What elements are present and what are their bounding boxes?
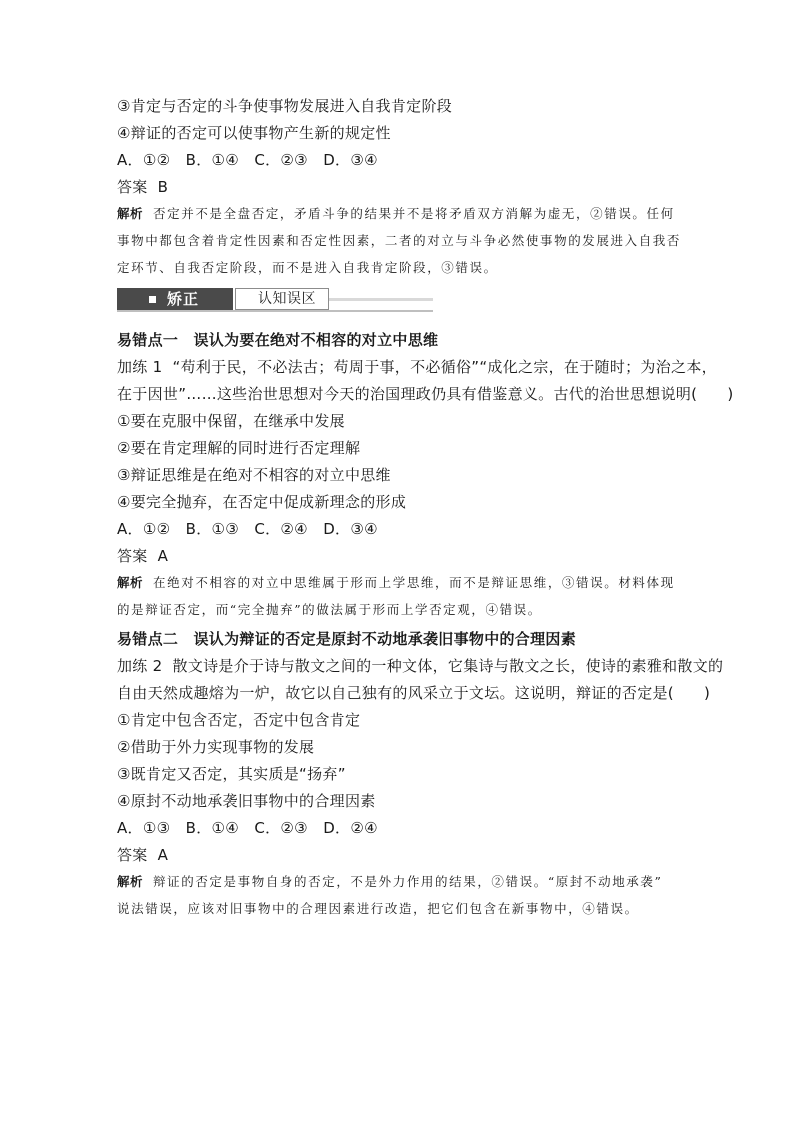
explanation-text: 事物中都包含着肯定性因素和否定性因素，二者的对立与斗争必然使事物的发展进入自我否 [117,233,682,248]
explanation-line [117,574,675,592]
option-1: ①肯定中包含否定，否定中包含肯定 [117,711,361,729]
answer-value: B [157,178,169,196]
question-label: 加练 1 [117,358,163,376]
option-4: ④原封不动地承袭旧事物中的合理因素 [117,792,376,810]
answer-choices: A．①② B．①④ C．②③ D．③④ [117,151,378,169]
answer-line [117,546,168,566]
explanation-text: 的是辩证否定，而“完全抛弃”的做法属于形而上学否定观，④错误。 [117,602,542,617]
question-text: 自由天然成趣熔为一炉，故它以自己独有的风采立于文坛。这说明，辩证的否定是( [117,684,674,702]
question-line [117,384,733,404]
banner-divider [329,298,433,301]
banner-underline [117,310,433,312]
question-line [117,656,723,676]
explanation-label: 解析 [117,874,144,889]
option-2: ②要在肯定理解的同时进行否定理解 [117,439,361,457]
question-label: 加练 2 [117,657,163,675]
square-bullet-icon [149,296,156,303]
answer-label: 答案 [117,547,148,565]
section-banner [117,288,433,312]
error-point-heading: 易错点二 误认为辩证的否定是原封不动地承袭旧事物中的合理因素 [117,630,577,648]
answer-line [117,845,168,865]
explanation-label: 解析 [117,575,144,590]
error-point-heading: 易错点一 误认为要在绝对不相容的对立中思维 [117,331,439,349]
option-4: ④要完全抛弃，在否定中促成新理念的形成 [117,493,407,511]
explanation-label: 解析 [117,206,144,221]
question-text: “苟利于民，不必法古；苟周于事，不必循俗”“成化之宗，在于随时；为治之本， [172,358,717,376]
banner-title-block [117,288,233,310]
answer-value: A [157,846,169,864]
question-close-paren: ) [727,385,734,403]
option-2: ②借助于外力实现事物的发展 [117,738,315,756]
banner-subtitle-block [235,288,329,310]
option-3: ③既肯定又否定，其实质是“扬弃” [117,765,346,783]
answer-label: 答案 [117,178,148,196]
explanation-text: 说法错误，应该对旧事物中的合理因素进行改造，把它们包含在新事物中，④错误。 [117,901,639,916]
option-1: ①要在克服中保留，在继承中发展 [117,412,345,430]
banner-subtitle: 认知误区 [258,291,316,307]
explanation-line [117,205,675,223]
answer-line [117,177,168,197]
option-3: ③辩证思维是在绝对不相容的对立中思维 [117,466,391,484]
answer-label: 答案 [117,846,148,864]
explanation-text: 在绝对不相容的对立中思维属于形而上学思维，而不是辩证思维，③错误。材料体现 [153,575,675,590]
explanation-line [117,873,663,891]
answer-choices: A．①② B．①③ C．②④ D．③④ [117,520,378,538]
option-4: ④辩证的否定可以使事物产生新的规定性 [117,124,391,142]
explanation-text: 定环节、自我否定阶段，而不是进入自我肯定阶段，③错误。 [117,260,498,275]
banner-title: 矫正 [167,290,200,308]
question-line [117,357,717,377]
question-text: 散文诗是介于诗与散文之间的一种文体，它集诗与散文之长，使诗的素雅和散文的 [172,657,724,675]
explanation-text: 否定并不是全盘否定，矛盾斗争的结果并不是将矛盾双方消解为虚无，②错误。任何 [153,206,675,221]
answer-value: A [157,547,169,565]
answer-choices: A．①③ B．①④ C．②③ D．②④ [117,819,378,837]
question-text: 在于因世”……这些治世思想对今天的治国理政仍具有借鉴意义。古代的治世思想说明( [117,385,698,403]
explanation-text: 辩证的否定是事物自身的否定，不是外力作用的结果，②错误。“原封不动地承袭” [153,874,663,889]
option-3: ③肯定与否定的斗争使事物发展进入自我肯定阶段 [117,97,453,115]
question-close-paren: ) [703,684,711,702]
question-line [117,683,710,703]
